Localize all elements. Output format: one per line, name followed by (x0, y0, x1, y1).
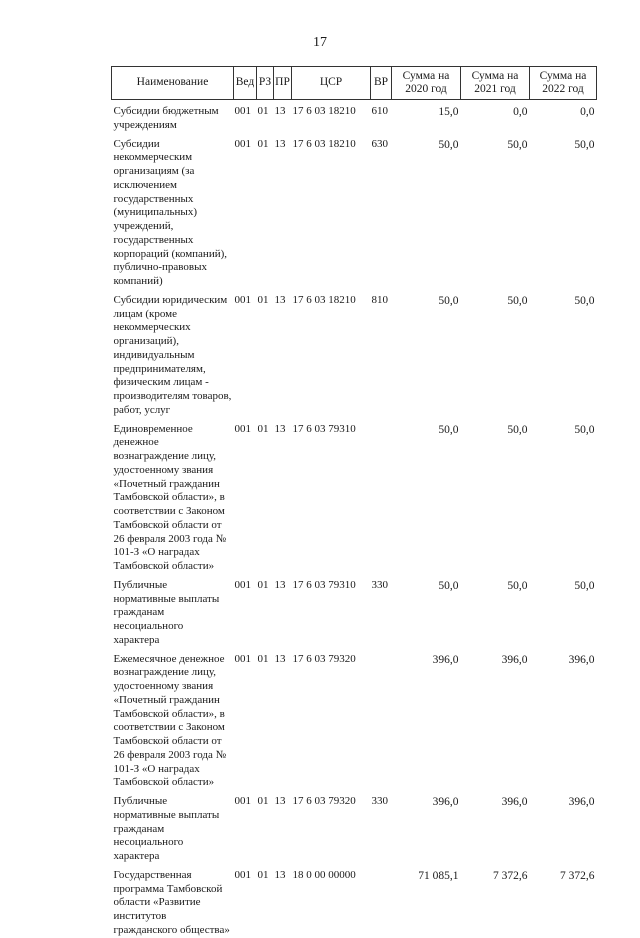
row-rz: 01 (257, 137, 269, 150)
row-sum-2022: 50,0 (574, 579, 595, 592)
table-header-row (112, 67, 597, 100)
row-sum-2021: 50,0 (507, 294, 528, 307)
row-sum-2020: 50,0 (438, 138, 459, 151)
row-sum-2020: 396,0 (432, 653, 459, 666)
table-row (112, 418, 597, 574)
row-sum-2022: 396,0 (568, 653, 595, 666)
header-vr: ВР (371, 67, 392, 100)
row-sum-2022: 396,0 (568, 796, 595, 808)
header-sum-2022: Сумма на 2022 год (530, 67, 597, 100)
row-sum-2022: 0,0 (580, 106, 595, 118)
header-name: Наименование (112, 67, 234, 100)
row-csr: 17 6 03 18210 (292, 293, 356, 306)
header-sum-2021: Сумма на 2021 год (461, 67, 530, 100)
row-pr: 13 (274, 137, 286, 150)
budget-table (111, 66, 597, 938)
row-sum-2021: 396,0 (501, 796, 528, 808)
row-name: Субсидии некоммерческим организациям (за исключением государственных (муниципальных) учреждений, государственных корпораций (компаний), публично-правовых компаний) (113, 137, 228, 287)
table-row (112, 864, 597, 938)
row-rz: 01 (257, 868, 269, 881)
row-csr: 17 6 03 79310 (292, 422, 356, 435)
row-vr (371, 864, 392, 938)
row-csr: 17 6 03 79310 (292, 578, 356, 591)
row-ved: 001 (234, 578, 251, 591)
row-pr: 13 (274, 795, 286, 807)
row-pr: 13 (274, 652, 286, 665)
row-ved: 001 (234, 795, 251, 807)
row-sum-2022: 50,0 (574, 294, 595, 307)
row-sum-2021: 7 372,6 (493, 869, 528, 882)
row-vr: 330 (371, 795, 388, 807)
row-pr: 13 (274, 105, 286, 117)
row-sum-2020: 71 085,1 (418, 869, 459, 882)
row-sum-2020: 396,0 (432, 796, 459, 808)
row-sum-2020: 50,0 (438, 294, 459, 307)
row-pr: 13 (274, 578, 286, 591)
row-name: Единовременное денежное вознаграждение лицу, удостоенному звания «Почетный гражданин Тамбовской области», в соответствии с Законом Тамбовской области от 26 февраля 2003 года № 101-З «О наградах Тамбовской области» (113, 422, 227, 572)
row-ved: 001 (234, 652, 251, 665)
row-vr (371, 648, 392, 791)
row-vr: 630 (371, 137, 388, 150)
row-name: Ежемесячное денежное вознаграждение лицу, удостоенному звания «Почетный гражданин Тамбовской области», в соответствии с Законом Тамбовской области от 26 февраля 2003 года № 101-З «О наградах Тамбовской области» (113, 652, 227, 789)
row-rz: 01 (257, 105, 269, 117)
header-rz: РЗ (257, 67, 274, 100)
row-rz: 01 (257, 578, 269, 591)
row-rz: 01 (257, 795, 269, 807)
row-sum-2021: 0,0 (513, 106, 528, 118)
row-rz: 01 (257, 652, 269, 665)
table-row (112, 100, 597, 133)
row-sum-2022: 7 372,6 (560, 869, 595, 882)
row-name: Публичные нормативные выплаты гражданам несоциального характера (113, 578, 220, 646)
header-ved: Вед (234, 67, 257, 100)
row-rz: 01 (257, 293, 269, 306)
row-sum-2020: 50,0 (438, 423, 459, 436)
header-csr: ЦСР (292, 67, 371, 100)
row-vr: 610 (371, 105, 388, 117)
row-csr: 17 6 03 79320 (292, 795, 356, 807)
row-name: Публичные нормативные выплаты гражданам несоциального характера (113, 795, 220, 862)
row-sum-2020: 50,0 (438, 579, 459, 592)
row-sum-2021: 50,0 (507, 423, 528, 436)
row-sum-2022: 50,0 (574, 423, 595, 436)
table-row (112, 574, 597, 648)
row-rz: 01 (257, 422, 269, 435)
table-row (112, 133, 597, 289)
row-csr: 18 0 00 00000 (292, 868, 356, 881)
row-csr: 17 6 03 18210 (292, 137, 356, 150)
row-vr: 810 (371, 293, 388, 306)
row-name: Государственная программа Тамбовской области «Развитие институтов гражданского общества» (113, 868, 230, 936)
row-pr: 13 (274, 868, 286, 881)
row-sum-2021: 396,0 (501, 653, 528, 666)
row-sum-2021: 50,0 (507, 579, 528, 592)
table-row (112, 790, 597, 864)
header-sum-2020: Сумма на 2020 год (392, 67, 461, 100)
row-pr: 13 (274, 422, 286, 435)
row-ved: 001 (234, 105, 251, 117)
row-sum-2022: 50,0 (574, 138, 595, 151)
row-pr: 13 (274, 293, 286, 306)
table-row (112, 648, 597, 791)
row-vr: 330 (371, 578, 388, 591)
row-name: Субсидии бюджетным учреждениям (113, 105, 219, 131)
table-row (112, 289, 597, 418)
row-ved: 001 (234, 422, 251, 435)
row-csr: 17 6 03 18210 (292, 105, 356, 117)
page-number: 17 (313, 35, 327, 50)
row-ved: 001 (234, 293, 251, 306)
row-vr (371, 418, 392, 574)
row-ved: 001 (234, 137, 251, 150)
row-sum-2021: 50,0 (507, 138, 528, 151)
row-name: Субсидии юридическим лицам (кроме некоммерческих организаций), индивидуальным предпринимателям, физическим лицам - производителям товаров, работ, услуг (113, 293, 232, 416)
header-pr: ПР (274, 67, 292, 100)
row-csr: 17 6 03 79320 (292, 652, 356, 665)
row-ved: 001 (234, 868, 251, 881)
row-sum-2020: 15,0 (438, 106, 459, 118)
